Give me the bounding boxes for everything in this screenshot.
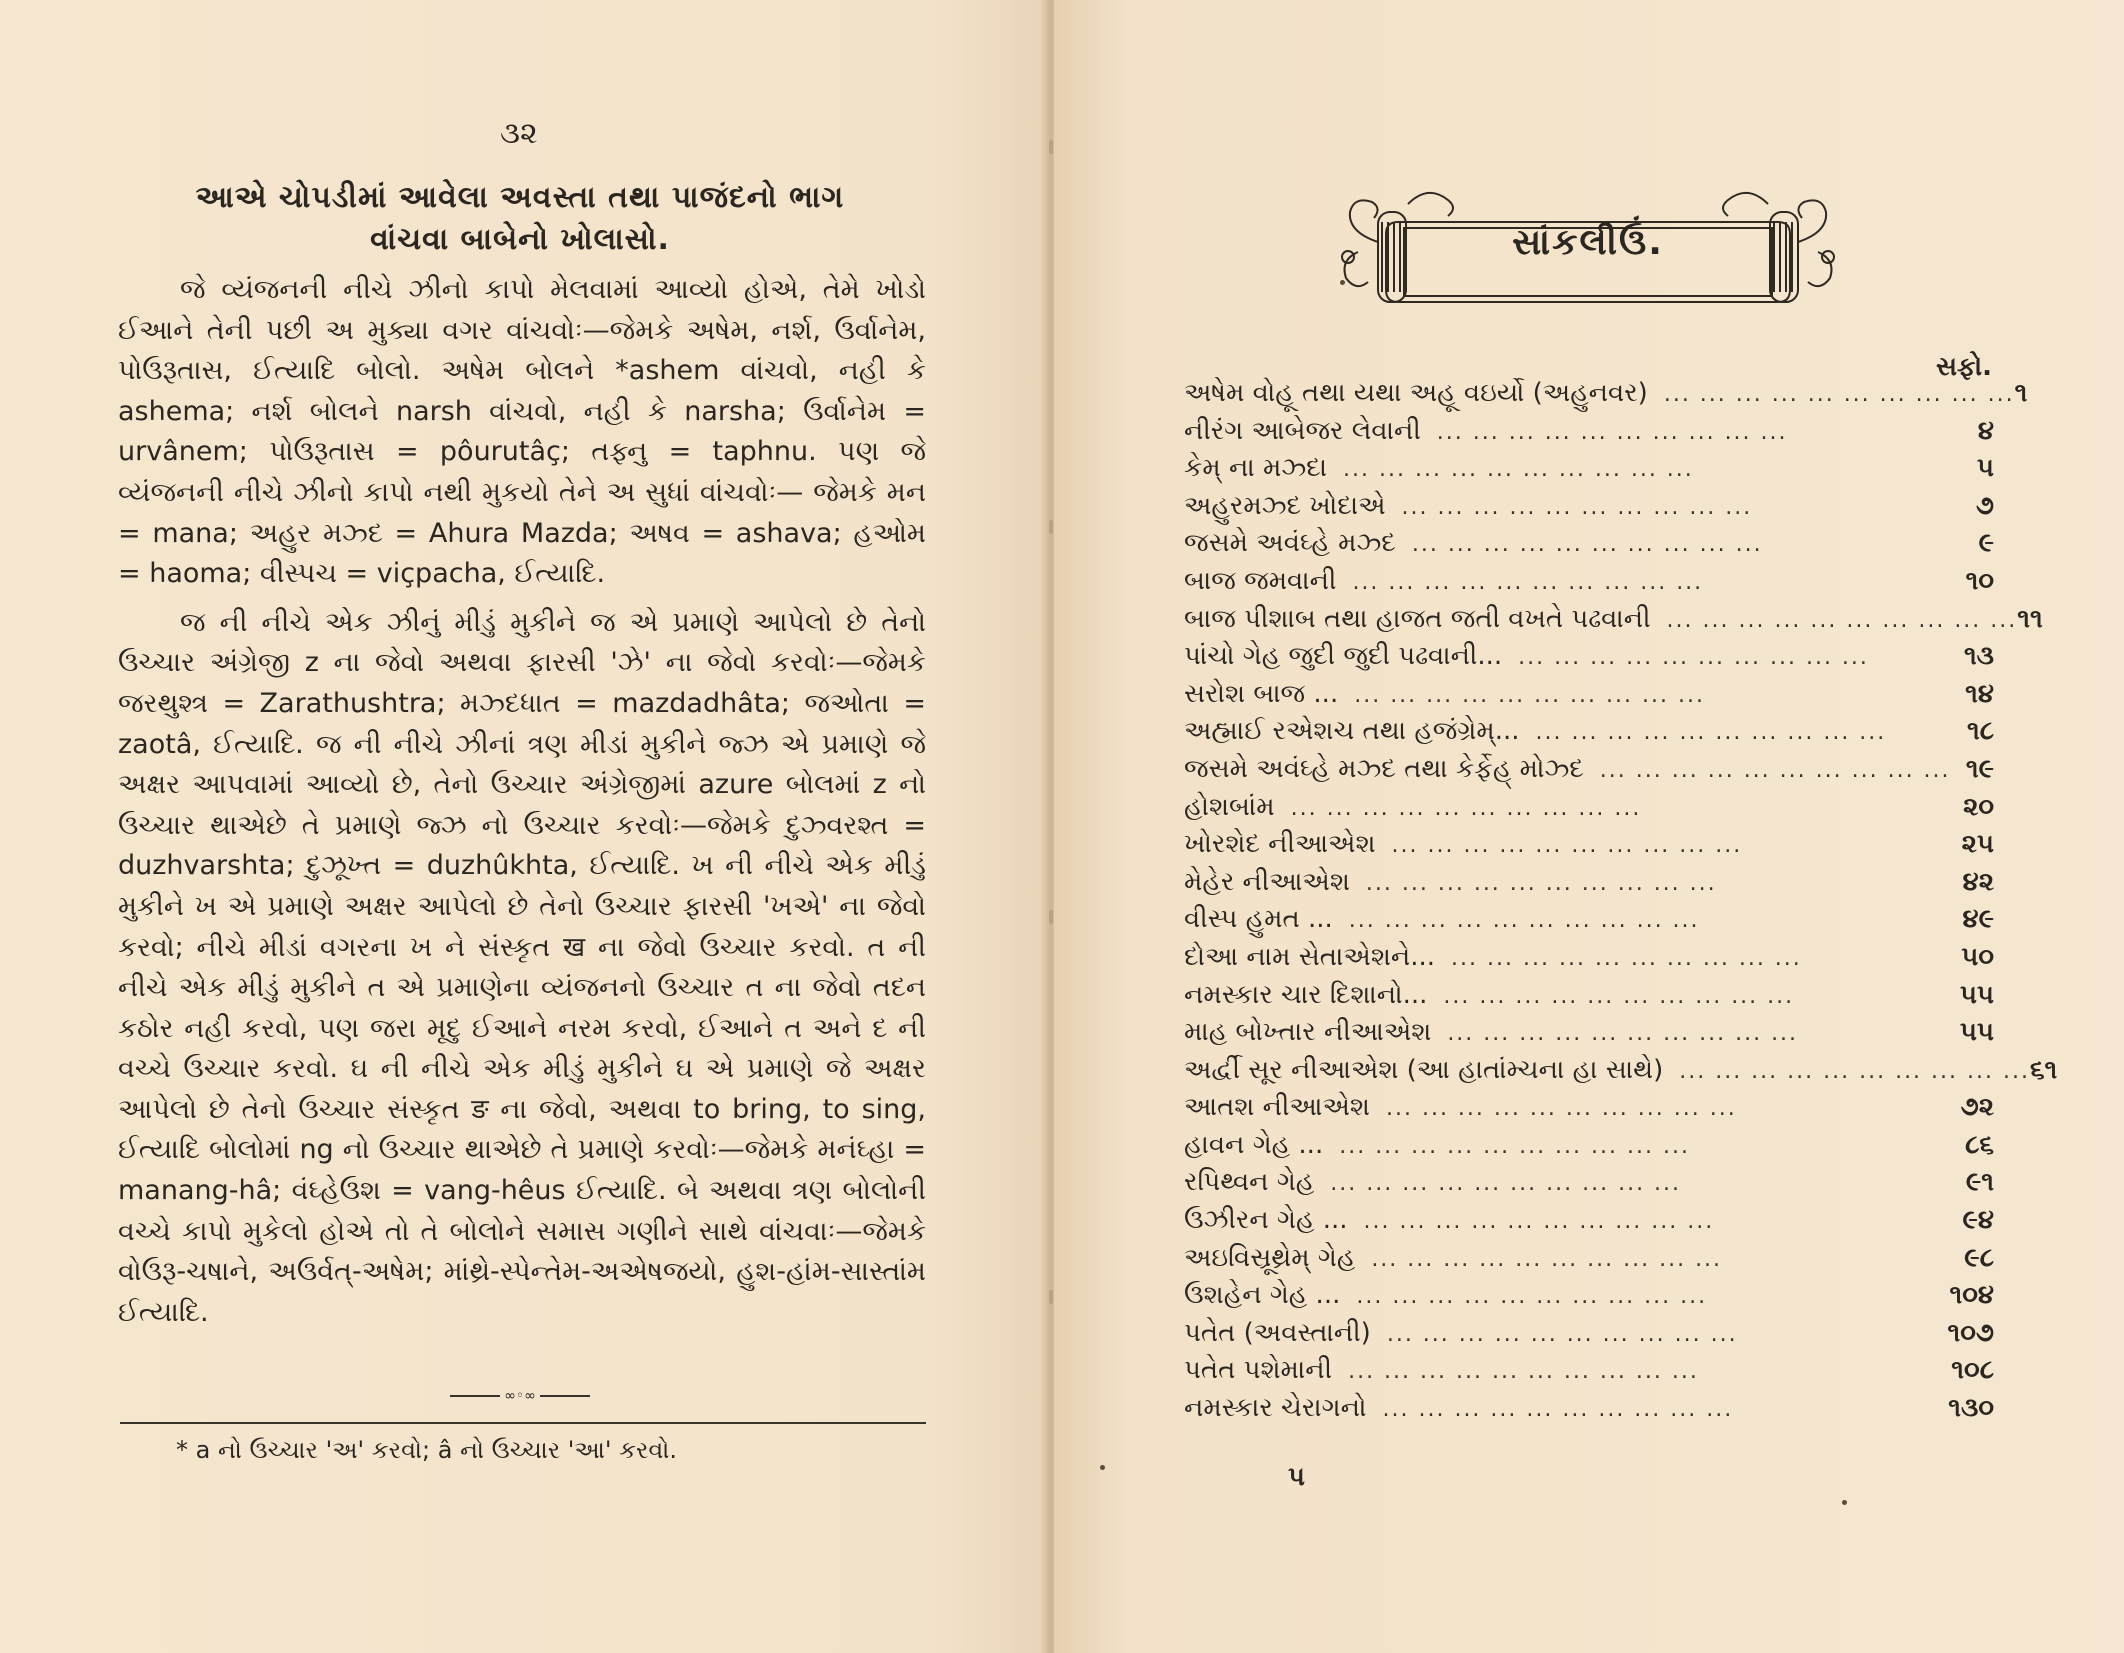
toc-entry-page: ૧૪	[1965, 678, 1994, 709]
toc-dot-leader: ... ... ... ... ... ... ... ... ... ...	[1391, 833, 1743, 859]
toc-entry-page: ૧૦૮	[1951, 1355, 1994, 1386]
footnote-divider	[120, 1422, 926, 1424]
toc-entry-title: સરોશ બાજ ...	[1184, 678, 1339, 709]
toc-entry	[1184, 864, 1994, 902]
toc-entry	[1184, 939, 1994, 977]
toc-entry	[1184, 977, 1994, 1015]
toc-entry-title: ઉઝીરન ગેહ ...	[1184, 1205, 1348, 1236]
toc-dot-leader: ... ... ... ... ... ... ... ... ... ...	[1382, 1397, 1734, 1423]
paper-speck	[1842, 1500, 1847, 1505]
toc-dot-leader: ... ... ... ... ... ... ... ... ... ...	[1518, 645, 1869, 671]
toc-dot-leader: ... ... ... ... ... ... ... ... ... ...	[1352, 569, 1704, 595]
toc-entry	[1184, 901, 1994, 939]
toc-entry	[1184, 1315, 1994, 1353]
toc-entry-page: ૫૦	[1961, 941, 1994, 972]
toc-entry-title: આતશ નીઆએશ	[1184, 1092, 1370, 1123]
toc-entry-page: ૯	[1978, 528, 1994, 559]
toc-entry	[1184, 375, 2028, 413]
toc-dot-leader: ... ... ... ... ... ... ... ... ... ...	[1290, 795, 1642, 821]
toc-entry-title: વીસ્પ હુમત ...	[1184, 904, 1333, 935]
toc-entry	[1184, 638, 1994, 676]
toc-dot-leader: ... ... ... ... ... ... ... ... ... ...	[1363, 1209, 1715, 1235]
toc-entry-title: જસમે અવંઘ્હે મઝ્દ તથા કેર્ફેહ્ મોઝ્દ	[1184, 753, 1584, 784]
toc-dot-leader: ... ... ... ... ... ... ... ... ... ...	[1436, 419, 1788, 445]
toc-entry-title: હોશબાંમ	[1184, 791, 1275, 822]
toc-dot-leader: ... ... ... ... ... ... ... ... ... ...	[1401, 494, 1753, 520]
ornament-knot-icon: ∞◦∞	[504, 1388, 536, 1404]
toc-entry	[1184, 563, 1994, 601]
toc-dot-leader: ... ... ... ... ... ... ... ... ... ...	[1385, 1096, 1737, 1122]
toc-entry	[1184, 525, 1994, 563]
toc-entry-title: માહ બોખ્તાર નીઆએશ	[1184, 1017, 1432, 1048]
toc-entry-page: ૧૯	[1965, 753, 1994, 784]
toc-entry-title: અહ્માઈ રએશચ તથા હજંગ્રેમ્...	[1184, 716, 1520, 747]
left-page	[0, 0, 1054, 1653]
ornament-rule-right	[540, 1395, 590, 1397]
toc-entry	[1184, 1390, 1994, 1428]
binding-stitch	[1049, 140, 1053, 154]
toc-dot-leader: ... ... ... ... ... ... ... ... ... ...	[1443, 983, 1795, 1009]
section-heading-line-1: આએ ચોપડીમાં આવેલા અવસ્તા તથા પાજંદનો ભાગ	[195, 180, 845, 215]
toc-entry-page: ૯૪	[1962, 1205, 1994, 1236]
toc-entry-page: ૬૧	[2029, 1054, 2058, 1085]
toc-dot-leader: ... ... ... ... ... ... ... ... ... ...	[1339, 1133, 1690, 1159]
toc-dot-leader: ... ... ... ... ... ... ... ... ... ...	[1343, 457, 1694, 483]
toc-dot-leader: ... ... ... ... ... ... ... ... ... ...	[1386, 1321, 1738, 1347]
toc-entry-page: ૧૧	[2017, 603, 2043, 634]
toc-entry	[1184, 1202, 1994, 1240]
toc-entry-title: બાજ પીશાબ તથા હાજત જતી વખતે પઢવાની	[1184, 603, 1651, 634]
toc-entry-title: મેહેર નીઆએશ	[1184, 866, 1350, 897]
toc-entry-title: નીરંગ આબેજર લેવાની	[1184, 415, 1421, 446]
toc-dot-leader: ... ... ... ... ... ... ... ... ... ...	[1330, 1171, 1682, 1197]
toc-entry-title: પાંચો ગેહ જુદી જુદી પઢવાની...	[1184, 641, 1503, 672]
toc-dot-leader: ... ... ... ... ... ... ... ... ... ...	[1666, 607, 2018, 633]
toc-dot-leader: ... ... ... ... ... ... ... ... ... ...	[1451, 945, 1802, 971]
toc-entry-page: ૪	[1977, 415, 1994, 446]
toc-dot-leader: ... ... ... ... ... ... ... ... ... ...	[1599, 757, 1951, 783]
contents-title: સાંકલીઉં.	[1512, 222, 1664, 263]
toc-entry	[1184, 1164, 1994, 1202]
toc-entry-title: હાવન ગેહ ...	[1184, 1129, 1324, 1160]
toc-entry	[1184, 1089, 1994, 1127]
toc-dot-leader: ... ... ... ... ... ... ... ... ... ...	[1447, 1021, 1799, 1047]
toc-entry	[1184, 751, 1994, 789]
ornament-rule-left	[450, 1395, 500, 1397]
toc-entry-title: રપિથ્વન ગેહ	[1184, 1167, 1315, 1198]
toc-entry-title: અષેમ વોહૂ તથા યથા અહૂ વઇર્યો (અહુનવર)	[1184, 378, 1648, 408]
toc-entry	[1184, 1127, 1994, 1165]
toc-entry-page: ૨૦	[1963, 791, 1994, 822]
toc-entry-page: ૪૨	[1962, 866, 1994, 897]
toc-entry	[1184, 1240, 1994, 1278]
toc-entry-page: ૧	[2014, 378, 2028, 408]
toc-entry	[1184, 713, 1994, 751]
contents-banner	[1338, 182, 1838, 312]
toc-entry-title: બાજ જમવાની	[1184, 565, 1337, 596]
toc-entry	[1184, 676, 1994, 714]
toc-entry-title: પતેત (અવસ્તાની)	[1184, 1317, 1371, 1348]
footnote: * a નો ઉચ્ચાર 'અ' કરવો; â નો ઉચ્ચાર 'આ' કરવો.	[176, 1436, 678, 1464]
toc-entry	[1184, 1052, 2058, 1090]
toc-entry-page: ૧૮	[1966, 716, 1994, 747]
toc-dot-leader: ... ... ... ... ... ... ... ... ... ...	[1348, 1359, 1699, 1385]
toc-entry-title: કેમ્ ના મઝ્દા	[1184, 453, 1328, 484]
toc-entry	[1184, 789, 1994, 827]
toc-entry-page: ૭૨	[1960, 1092, 1994, 1123]
toc-entry	[1184, 413, 1994, 451]
toc-dot-leader: ... ... ... ... ... ... ... ... ... ...	[1365, 870, 1717, 896]
toc-dot-leader: ... ... ... ... ... ... ... ... ... ...	[1356, 1284, 1708, 1310]
toc-entry-page: ૧૦	[1965, 565, 1994, 596]
toc-entry-page: ૫૫	[1959, 1017, 1994, 1048]
binding-stitch	[1049, 520, 1053, 534]
toc-entry-title: અર્દ્વી સૂર નીઆએશ (આ હાતાંમ્ચના હા સાથે)	[1184, 1054, 1664, 1085]
toc-entry-page: ૮૬	[1965, 1129, 1994, 1160]
toc-entry-title: જસમે અવંઘ્હે મઝ્દ	[1184, 528, 1396, 559]
toc-entry	[1184, 488, 1994, 526]
end-ornament	[450, 1390, 590, 1402]
toc-entry-page: ૧૦૪	[1949, 1280, 1994, 1311]
toc-entry	[1184, 826, 1994, 864]
toc-entry-page: ૧૩૦	[1948, 1393, 1994, 1424]
section-heading-line-2: વાંચવા બાબેનો ખોલાસો.	[370, 222, 670, 257]
toc-entry	[1184, 1014, 1994, 1052]
toc-entry-page: ૪૯	[1962, 904, 1994, 935]
paragraph-2: જ ની નીચે એક ઝીનું મીડું મુકીને જ એ પ્રમાણે આપેલો છે તેનો ઉચ્ચાર અંગ્રેજી z ના જેવો અથવા ફારસી 'ઝે' ના જેવો કરવોઃ—જેમકે જરથુશ્ત્ર = Zarathushtra; મઝ્દધાત = mazdadhâta; જઓતા = zaotâ, ઈત્યાદિ. જ ની નીચે ઝીનાં ત્રણ મીડાં મુકીને જ્ઝ એ પ્રમાણે જે અક્ષર આપવામાં આવ્યો છે, તેનો ઉચ્ચાર અંગ્રેજીમાં azure બોલમાં z નો ઉચ્ચાર થાએછે તે પ્રમાણે જ્ઝ નો ઉચ્ચાર કરવોઃ—જેમકે દુઝ્વરશ્ત = duzhvarshta; દુઝૂખ્ત = duzhûkhta, ઈત્યાદિ. ખ ની નીચે એક મીડું મુકીને ખ એ પ્રમાણે અક્ષર આપેલો છે તેનો ઉચ્ચાર ફારસી 'ખએ' ના જેવો કરવો; નીચે મીડાં વગરના ખ ને સંસ્કૃત ख ના જેવો ઉચ્ચાર કરવો. ત ની નીચે એક મીડું મુકીને ત એ પ્રમાણેના વ્યંજનનો ઉચ્ચાર ત ના જેવો તદન કઠોર નહી કરવો, પણ જરા મૃદુ ઈઆને નરમ કરવો, ઈઆને ત અને દ ની વચ્ચે ઉચ્ચાર કરવો. ઘ ની નીચે એક મીડું મુકીને ઘ એ પ્રમાણે જે અક્ષર આપેલો છે તેનો ઉચ્ચાર સંસ્કૃત ङ ના જેવો, અથવા to bring, to sing, ઈત્યાદિ બોલોમાં ng નો ઉચ્ચાર થાએછે તે પ્રમાણે કરવોઃ—જેમકે મનંઘ્હા = manang-hâ; વંઘ્હેઉશ = vang-hêus ઈત્યાદિ. બે અથવા ત્રણ બોલોની વચ્ચે કાપો મુકેલો હોએ તો તે બોલોને સમાસ ગણીને સાથે વાંચવાઃ—જેમકે વોઉરૂ-ચષાને, અઉર્વત્-અષેમ; માંથ્રે-સ્પેન્તેમ-અએષજયો, હુશ-હાંમ-સાસ્તાંમ ઈત્યાદિ.	[118, 606, 926, 1328]
toc-entry-title: ઉશહેન ગેહ ...	[1184, 1280, 1341, 1311]
binding-stitch	[1049, 910, 1053, 924]
toc-entry-title: નમસ્કાર ચેરાગનો	[1184, 1393, 1367, 1424]
toc-entry-page: ૫૫	[1959, 979, 1994, 1010]
toc-entry-page: ૯૧	[1965, 1167, 1994, 1198]
toc-entry-page: ૧૦૭	[1947, 1317, 1994, 1348]
toc-dot-leader: ... ... ... ... ... ... ... ... ... ...	[1371, 1246, 1723, 1272]
toc-dot-leader: ... ... ... ... ... ... ... ... ... ...	[1411, 532, 1763, 558]
binding-stitch	[1049, 1290, 1053, 1304]
paper-speck	[1340, 280, 1345, 285]
toc-dot-leader: ... ... ... ... ... ... ... ... ... ...	[1535, 720, 1887, 746]
toc-entry-title: પતેત પશેમાની	[1184, 1355, 1333, 1386]
toc-dot-leader: ... ... ... ... ... ... ... ... ... ...	[1679, 1058, 2030, 1084]
body-text	[118, 270, 926, 1333]
table-of-contents	[1184, 375, 2058, 1428]
toc-entry-title: અહુરમઝ્દ ખોદાએ	[1184, 490, 1386, 521]
toc-entry-title: અઇવિસ્રૂથ્રેમ્ ગેહ	[1184, 1242, 1356, 1273]
toc-entry	[1184, 450, 1994, 488]
toc-dot-leader: ... ... ... ... ... ... ... ... ... ...	[1663, 382, 2015, 407]
toc-entry-page: ૧૩	[1963, 641, 1994, 672]
toc-entry-page: ૭	[1975, 490, 1994, 521]
paper-speck	[1100, 1465, 1105, 1470]
toc-entry-title: નમસ્કાર ચાર દિશાનો...	[1184, 979, 1428, 1010]
toc-entry-page: ૨૫	[1961, 829, 1994, 860]
toc-dot-leader: ... ... ... ... ... ... ... ... ... ...	[1348, 908, 1700, 934]
toc-entry	[1184, 1352, 1994, 1390]
toc-entry-title: દોઆ નામ સેતાએશને...	[1184, 941, 1436, 972]
signature-mark: પ	[1288, 1462, 1305, 1492]
page-number: ૩૨	[500, 116, 538, 151]
toc-entry-page: ૫	[1976, 453, 1994, 484]
toc-entry-page: ૯૮	[1964, 1242, 1994, 1273]
toc-page-column-header: સફો.	[1936, 352, 1993, 382]
toc-dot-leader: ... ... ... ... ... ... ... ... ... ...	[1354, 682, 1705, 708]
toc-entry	[1184, 601, 2043, 639]
toc-entry-title: ખોરશેદ નીઆએશ	[1184, 829, 1376, 860]
toc-entry	[1184, 1277, 1994, 1315]
paragraph-1: જે વ્યંજનની નીચે ઝીનો કાપો મેલવામાં આવ્યો હોએ, તેમે ખોડો ઈઆને તેની પછી અ મુક્યા વગર વાંચવોઃ—જેમકે અષેમ, નર્શ, ઉર્વાનેમ, પોઉરૂતાસ, ઈત્યાદિ બોલો. અષેમ બોલને *ashem વાંચવો, નહી કે ashema; નર્શ બોલને narsh વાંચવો, નહી કે narsha; ઉર્વાનેમ = urvânem; પોઉરૂતાસ = pôurutâç; તફ્નુ = taphnu. પણ જે વ્યંજનની નીચે ઝીનો કાપો નથી મુકયો તેને અ સુધાં વાંચવોઃ— જેમકે મન = mana; અહુર મઝ્દ = Ahura Mazda; અષવ = ashava; હઓમ = haoma; વીસ્પચ = viçpacha, ઈત્યાદિ.	[118, 274, 926, 590]
